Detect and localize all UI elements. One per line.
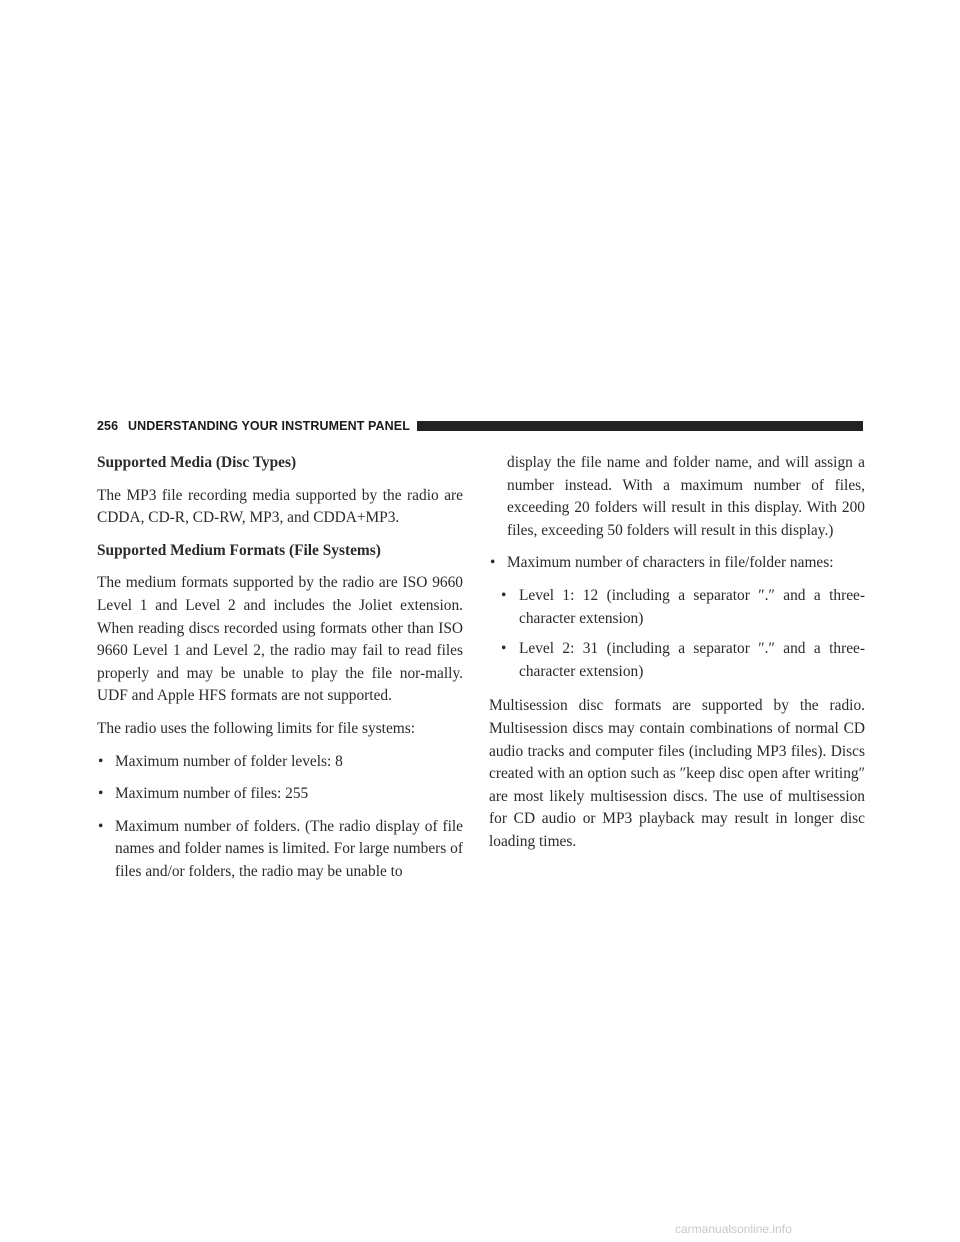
- paragraph-file-limits-intro: The radio uses the following limits for file systems:: [97, 719, 416, 737]
- section-title: UNDERSTANDING YOUR INSTRUMENT PANEL: [128, 419, 410, 433]
- bullet-max-characters: [489, 552, 865, 575]
- bullet-icon: •: [98, 752, 104, 770]
- bullet-max-folders: [97, 816, 463, 884]
- bullet-icon: •: [490, 554, 496, 572]
- bullet-icon: •: [501, 640, 507, 658]
- right-column: [489, 452, 865, 864]
- left-column: [97, 452, 463, 894]
- bullet-folder-levels: [97, 751, 463, 774]
- heading-medium-formats: Supported Medium Formats (File Systems): [97, 541, 381, 559]
- paragraph-media-types: The MP3 file recording media supported by the radio are CDDA, CD-R, CD-RW, MP3, and CDDA+MP3.: [97, 486, 463, 527]
- bullet-icon: •: [98, 785, 104, 803]
- page-number: 256: [97, 419, 119, 433]
- bullet-max-files: [97, 783, 463, 806]
- page-header: [97, 416, 863, 438]
- sub-bullet-text: Level 1: 12 (including a separator ″.″ and a three-character extension): [519, 586, 865, 627]
- paragraph-medium-formats: The medium formats supported by the radio are ISO 9660 Level 1 and Level 2 and includes the Joliet extension. When reading discs recorded using formats other than ISO 9660 Level 1 and Level 2, the radio may fail to read files properly and may be unable to play the file nor-mally. UDF and Apple HFS formats are not supported.: [97, 574, 463, 705]
- heading-supported-media: Supported Media (Disc Types): [97, 454, 297, 471]
- sub-bullet-level-1: [489, 585, 865, 630]
- bullet-text: Maximum number of files: 255: [115, 785, 309, 803]
- footer-watermark[interactable]: carmanualsonline.info: [675, 1222, 792, 1236]
- bullet-text: Maximum number of folders. (The radio display of file names and folder names is limited. For large numbers of files and/or folders, the radio may be unable to: [115, 817, 463, 880]
- sub-bullet-text: Level 2: 31 (including a separator ″.″ and a three-character extension): [519, 640, 865, 680]
- sub-bullet-level-2: [489, 638, 865, 683]
- bullet-icon: •: [98, 817, 104, 835]
- bullet-text: Maximum number of folder levels: 8: [115, 752, 343, 770]
- bullet-text: Maximum number of characters in file/folder names:: [507, 554, 834, 572]
- header-rule: [417, 421, 863, 431]
- paragraph-multisession: Multisession disc formats are supported by the radio. Multisession discs may contain combinations of normal CD audio tracks and computer files (including MP3 files). Discs created with an option such as ″keep disc open after writing″ are most likely multisession discs. The use of multisession for CD audio or MP3 playback may result in longer disc loading times.: [489, 697, 865, 850]
- bullet-icon: •: [501, 586, 507, 604]
- bullet-continuation: display the file name and folder name, and will assign a number instead. With a maximum number of files, exceeding 20 folders will result in this display. With 200 files, exceeding 50 folders will result in this display.): [507, 454, 865, 539]
